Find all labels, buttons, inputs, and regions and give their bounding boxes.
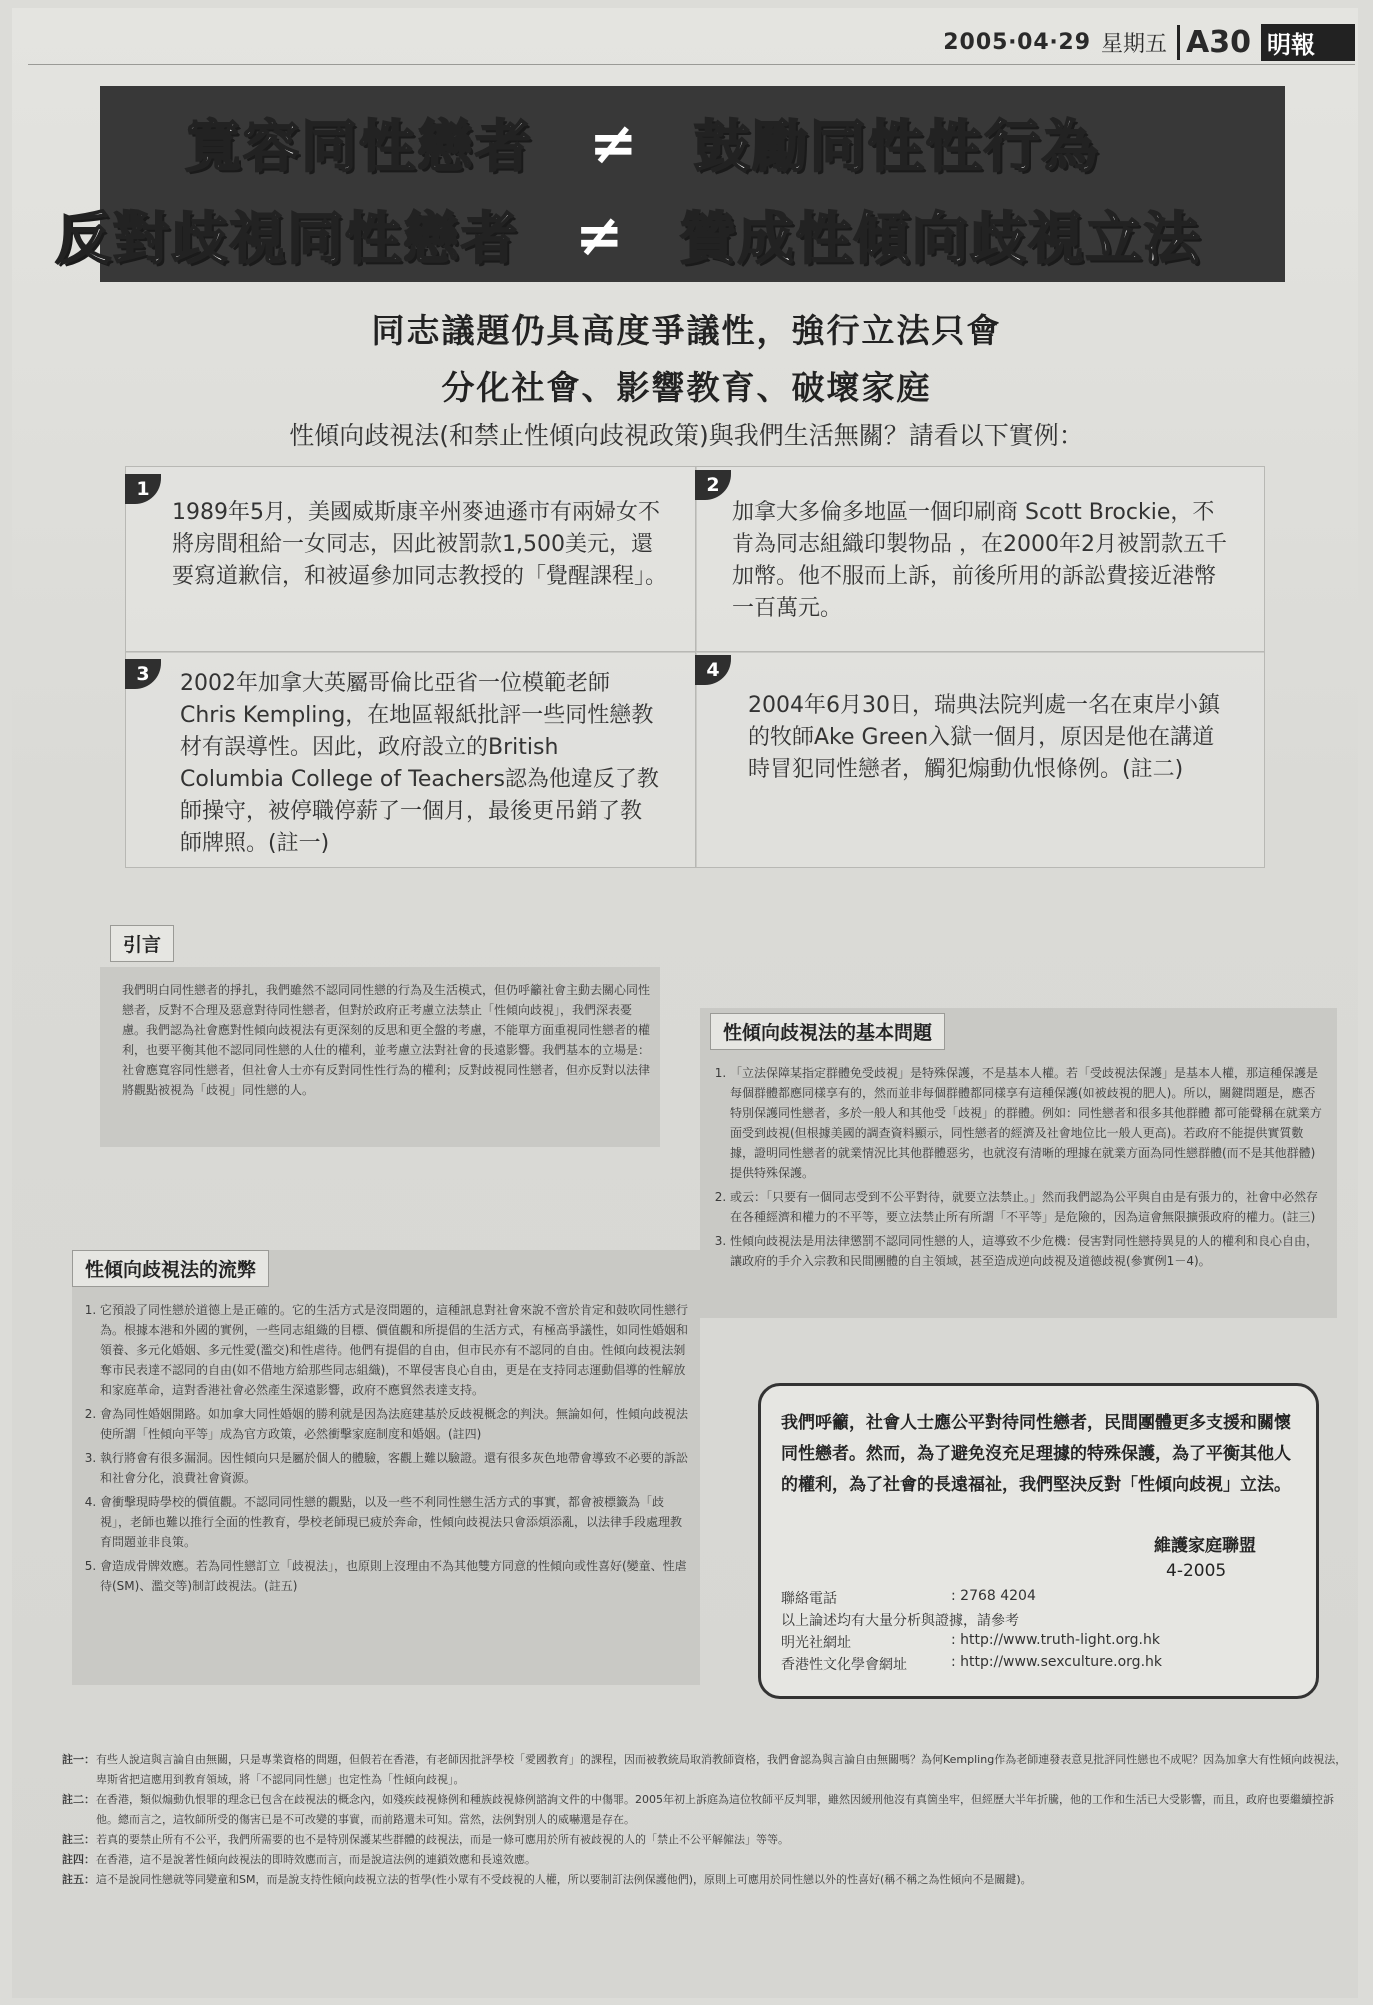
header-rule: [28, 64, 1355, 65]
footnote: [62, 1850, 1347, 1870]
problem-item: 1. 「立法保障某指定群體免受歧視」是特殊保護，不是基本人權。若「受歧視法保護」是基本人權，那這種保護是每個群體都應同樣享有的，然而並非每個群體都同樣享有這種保護(如被歧視的肥人)。所以，關鍵問題是，應否特別保護同性戀者，多於一般人和其他受「歧視」的群體。例如：同性戀者和很多其他群體 都可能聲稱在就業方面受到歧視(但根據美國的調查資料顯示，同性戀者的經濟及社會地位比一般人更高)。若政府不能提供實質數據，證明同性戀者的就業情況比其他群體惡劣，也就沒有清晰的理據在就業方面為同性戀群體(而不是其他群體)提供特殊保護。: [730, 1063, 1323, 1183]
contact-value: : http://www.truth-light.org.hk: [951, 1632, 1160, 1648]
flaws-list: [78, 1300, 688, 1600]
appeal-box: [758, 1383, 1319, 1699]
flaw-item: 2. 會為同性婚姻開路。如加拿大同性婚姻的勝利就是因為法庭建基於反歧視概念的判決。無論如何，性傾向歧視法使所謂「性傾向平等」成為官方政策，必然衝擊家庭制度和婚姻。(註四): [100, 1404, 688, 1444]
case-number-3: 3: [125, 659, 161, 689]
flaw-item: 5. 會造成骨牌效應。若為同性戀訂立「歧視法」，也原則上沒理由不為其他雙方同意的性傾向或性喜好(變童、性虐待(SM)、濫交等)制訂歧視法。(註五): [100, 1556, 688, 1596]
intro-paragraph: 我們明白同性戀者的掙扎，我們雖然不認同同性戀的行為及生活模式，但仍呼籲社會主動去關心同性戀者，反對不合理及惡意對待同性戀者，但對於政府正考慮立法禁止「性傾向歧視」，我們深表憂慮。我們認為社會應對性傾向歧視法有更深刻的反思和更全盤的考慮，不能單方面重視同性戀者的權利，也要平衡其他不認同同性戀的人仕的權利，並考慮立法對社會的長遠影響。我們基本的立場是：社會應寬容同性戀者，但社會人士亦有反對同性性行為的權利；反對歧視同性戀者，但亦反對以法律將觀點被視為「歧視」同性戀的人。: [122, 983, 651, 1097]
intro-question: 性傾向歧視法(和禁止性傾向歧視政策)與我們生活無關？請看以下實例：: [289, 421, 1084, 450]
footnote: [62, 1830, 1347, 1850]
problems-list: [708, 1063, 1323, 1275]
case-number-2: 2: [695, 470, 731, 500]
subheading-line-2: 分化社會、影響教育、破壞家庭: [441, 368, 932, 407]
headline-2-right: 贊成性傾向歧視立法: [679, 207, 1202, 272]
appeal-date: 4-2005: [1166, 1561, 1227, 1581]
contact-website-2: [781, 1654, 1162, 1674]
footnote-label: 註一：: [62, 1753, 95, 1766]
footnote-label: 註四：: [62, 1853, 95, 1866]
contact-website-1: [781, 1632, 1160, 1652]
contact-value: : 2768 4204: [951, 1588, 1036, 1604]
flaw-item: 3. 執行將會有很多漏洞。因性傾向只是屬於個人的體驗，客觀上難以驗證。還有很多灰色地帶會導致不必要的訴訟和社會分化，浪費社會資源。: [100, 1448, 688, 1488]
flaws-title: 性傾向歧視法的流弊: [72, 1250, 269, 1287]
contact-label: 聯絡電話: [781, 1591, 837, 1607]
contact-value: : http://www.sexculture.org.hk: [951, 1654, 1162, 1670]
contact-reference: [781, 1610, 1019, 1630]
not-equal-symbol: ≠: [575, 201, 624, 269]
intro-title: 引言: [110, 925, 174, 962]
problem-item: 2. 或云：「只要有一個同志受到不公平對待，就要立法禁止。」然而我們認為公平與自由是有張力的，社會中必然存在各種經濟和權力的不平等，要立法禁止所有所謂「不平等」是危險的，因為這會無限擴張政府的權力。(註三): [730, 1187, 1323, 1227]
headline-line-2: [55, 195, 1202, 275]
flaw-item: 1. 它預設了同性戀於道德上是正確的。它的生活方式是沒問題的，這種訊息對社會來說不啻於肯定和鼓吹同性戀行為。根據本港和外國的實例，一些同志組織的目標、價值觀和所提倡的生活方式，有極高爭議性，如同性婚姻和領養、多元化婚姻、多元性愛(濫交)和性虐待。他們有提倡的自由，但市民亦有不認同的自由。性傾向歧視法剝奪市民表達不認同的自由(如不借地方給那些同志組織)，不單侵害良心自由，更是在支持同志運動倡導的性解放和家庭革命，這對香港社會必然產生深遠影響，政府不應貿然表達支持。: [100, 1300, 688, 1400]
not-equal-symbol: ≠: [589, 109, 638, 177]
subheading-line-1: 同志議題仍具高度爭議性，強行立法只會: [371, 311, 1002, 350]
contact-label: 明光社網址: [781, 1635, 851, 1651]
footnotes: [62, 1750, 1347, 1890]
footnote: [62, 1870, 1347, 1890]
footnote-label: 註三：: [62, 1833, 95, 1846]
case-text-1: 1989年5月，美國威斯康辛州麥迪遜市有兩婦女不將房間租給一女同志，因此被罰款1,500美元，還要寫道歉信，和被逼參加同志教授的「覺醒課程」。: [172, 500, 668, 589]
footnote: [62, 1750, 1347, 1790]
appeal-text: 我們呼籲，社會人士應公平對待同性戀者，民間團體更多支援和關懷同性戀者。然而，為了避免沒充足理據的特殊保護，為了平衡其他人的權利，為了社會的長遠福祉，我們堅決反對「性傾向歧視」立法。: [781, 1413, 1291, 1495]
footnote-text: 若真的要禁止所有不公平，我們所需要的也不是特別保護某些群體的歧視法，而是一條可應用於所有被歧視的人的「禁止不公平解僱法」等等。: [96, 1833, 789, 1846]
footnote-text: 在香港，類似煽動仇恨罪的理念已包含在歧視法的概念內，如殘疾歧視條例和種族歧視條例諮詢文件的中傷罪。2005年初上訴庭為這位牧師平反判罪，雖然因緩刑他沒有真箇坐牢，但經歷大半年折騰，他的工作和生活已大受影響，而且，政府也要繼續控訴他。總而言之，這牧師所受的傷害已是不可改變的事實，而前路還未可知。當然，法例對別人的威嚇還是存在。: [96, 1793, 1334, 1826]
footnote-text: 有些人說這與言論自由無關，只是專業資格的問題，但假若在香港，有老師因批評學校「愛國教育」的課程，因而被教統局取消教師資格，我們會認為與言論自由無關嗎？為何Kempling作為老師連發表意見批評同性戀也不成呢？因為加拿大有性傾向歧視法，卑斯省把這應用到教育領域，將「不認同同性戀」也定性為「性傾向歧視」。: [96, 1753, 1347, 1786]
headline-1-left: 寬容同性戀者: [185, 115, 533, 180]
problem-item: 3. 性傾向歧視法是用法律懲罰不認同同性戀的人，這導致不少危機：侵害對同性戀持異見的人的權利和良心自由，讓政府的手介入宗教和民間團體的自主領域，甚至造成逆向歧視及道德歧視(參實例1－4)。: [730, 1231, 1323, 1271]
organization-name: 維護家庭聯盟: [1154, 1536, 1256, 1556]
contact-phone: [781, 1588, 1036, 1608]
case-text-4: 2004年6月30日，瑞典法院判處一名在東岸小鎮的牧師Ake Green入獄一個月，原因是他在講道時冒犯同性戀者，觸犯煽動仇恨條例。(註二): [748, 693, 1220, 782]
problems-title: 性傾向歧視法的基本問題: [710, 1013, 945, 1050]
issue-date: 2005‧04‧29: [943, 30, 1092, 55]
footnote-text: 這不是說同性戀就等同變童和SM，而是說支持性傾向歧視立法的哲學(性小眾有不受歧視的人權，所以要制訂法例保護他們)，原則上可應用於同性戀以外的性喜好(稱不稱之為性傾向不是關鍵)。: [96, 1873, 1032, 1886]
case-number-4: 4: [695, 655, 731, 685]
case-number-1: 1: [125, 474, 161, 504]
intro-body: [122, 980, 652, 1102]
page-number: A30: [1177, 25, 1251, 60]
issue-weekday: 星期五: [1101, 32, 1168, 57]
case-text-3: 2002年加拿大英屬哥倫比亞省一位模範老師Chris Kempling，在地區報紙批評一些同性戀教材有誤導性。因此，政府設立的British Columbia College of Teachers認為他違反了教師操守，被停職停薪了一個月，最後更吊銷了教師牌照。(註一): [180, 671, 659, 856]
contact-label: 以上論述均有大量分析與證據，請參考: [781, 1613, 1019, 1629]
contact-label: 香港性文化學會網址: [781, 1657, 907, 1673]
footnote-text: 在香港，這不是說著性傾向歧視法的即時效應而言，而是說這法例的連鎖效應和長遠效應。: [96, 1853, 536, 1866]
headline-line-1: [185, 103, 1100, 183]
newspaper-logo: 明報: [1261, 24, 1355, 61]
page-header: [943, 24, 1355, 61]
footnote: [62, 1790, 1347, 1830]
flaw-item: 4. 會衝擊現時學校的價值觀。不認同同性戀的觀點，以及一些不利同性戀生活方式的事實，都會被標籤為「歧視」，老師也難以推行全面的性教育，學校老師現已疲於奔命，性傾向歧視法只會添煩添亂，以法律手段處理教育問題並非良策。: [100, 1492, 688, 1552]
case-text-2: 加拿大多倫多地區一個印刷商 Scott Brockie，不肯為同志組織印製物品 ，在2000年2月被罰款五千加幣。他不服而上訴，前後所用的訴訟費接近港幣一百萬元。: [732, 500, 1227, 621]
footnote-label: 註二：: [62, 1793, 95, 1806]
headline-2-left: 反對歧視同性戀者: [55, 207, 519, 272]
headline-1-right: 鼓勵同性性行為: [693, 115, 1100, 180]
footnote-label: 註五：: [62, 1873, 95, 1886]
